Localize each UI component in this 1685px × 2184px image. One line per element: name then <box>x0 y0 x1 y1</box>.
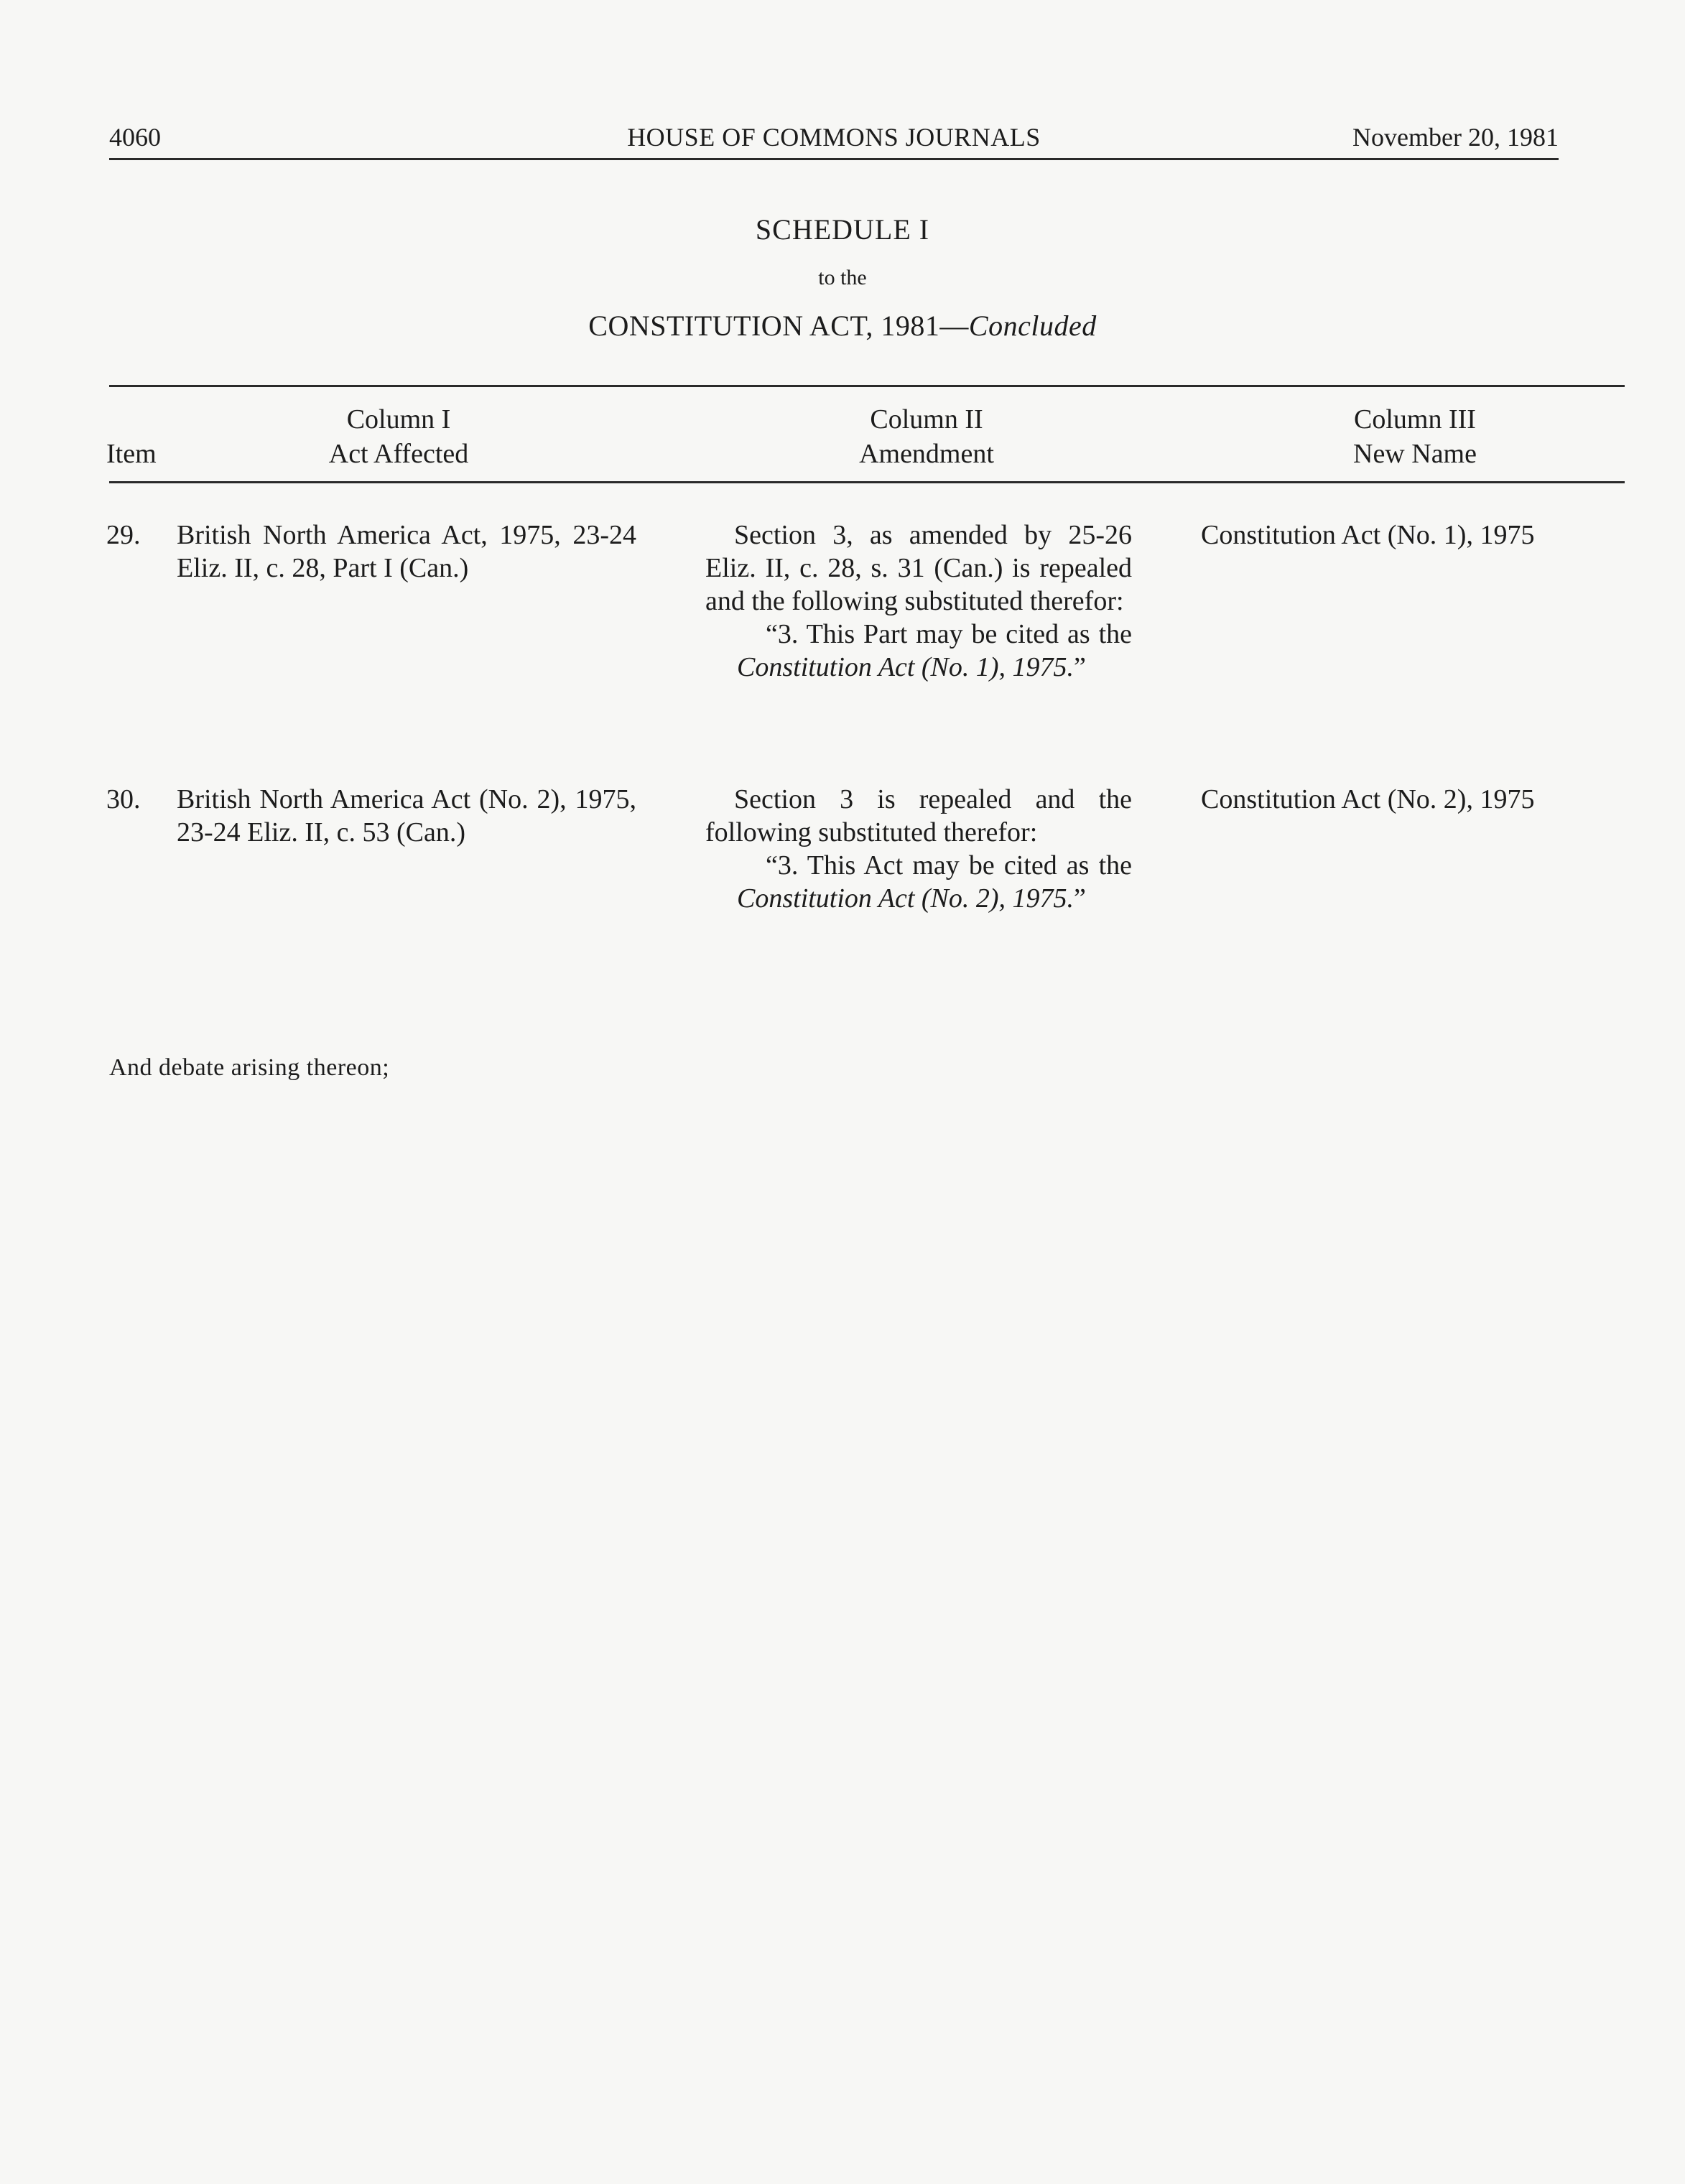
act-title-text: CONSTITUTION ACT, 1981— <box>588 310 969 342</box>
amendment-quote <box>737 618 1132 684</box>
header-column-2-label: Column II <box>870 404 983 435</box>
schedule-to-the: to the <box>818 266 867 289</box>
row-act-affected: British North America Act (No. 2), 1975, 23-24 Eliz. II, c. 53 (Can.) <box>177 784 636 847</box>
header-column-3-label: Column III <box>1354 404 1476 435</box>
row-item-number: 29. <box>106 520 141 550</box>
row-act-affected: British North America Act, 1975, 23-24 Eliz. II, c. 28, Part I (Can.) <box>177 520 636 583</box>
quote-italic: Constitution Act (No. 1), 1975. <box>737 652 1074 682</box>
running-header <box>109 121 1559 160</box>
quote-italic: Constitution Act (No. 2), 1975. <box>737 883 1074 914</box>
row-item-number: 30. <box>106 784 141 814</box>
page-number: 4060 <box>109 123 161 152</box>
header-column-3 <box>1271 402 1559 471</box>
quote-lead: “3. This Part may be cited as the <box>766 619 1132 649</box>
amendment-quote <box>737 849 1132 915</box>
row-new-name: Constitution Act (No. 1), 1975 <box>1201 520 1535 550</box>
amendment-text: Section 3, as amended by 25-26 Eliz. II, c. 28, s. 31 (Can.) is repealed and the following substituted therefor: <box>705 520 1132 616</box>
row-amendment <box>705 519 1132 684</box>
header-column-1-title: Act Affected <box>328 439 469 469</box>
header-column-2-title: Amendment <box>859 439 994 469</box>
journal-date: November 20, 1981 <box>1352 123 1559 152</box>
closing-text: And debate arising thereon; <box>109 1054 390 1081</box>
act-title-suffix: Concluded <box>968 310 1097 342</box>
schedule-act-title <box>0 309 1685 343</box>
row-amendment <box>705 783 1132 915</box>
quote-close: ” <box>1074 652 1086 682</box>
header-item: Item <box>106 439 157 469</box>
table-top-rule <box>109 385 1625 387</box>
row-new-name: Constitution Act (No. 2), 1975 <box>1201 784 1535 814</box>
amendment-text: Section 3 is repealed and the following substituted therefor: <box>705 784 1132 847</box>
header-column-1 <box>273 402 524 471</box>
table-header-rule <box>109 481 1625 483</box>
header-column-1-label: Column I <box>346 404 451 435</box>
quote-close: ” <box>1074 883 1086 914</box>
header-column-3-title: New Name <box>1353 439 1477 469</box>
schedule-title: SCHEDULE I <box>755 213 930 246</box>
quote-lead: “3. This Act may be cited as the <box>766 850 1132 880</box>
header-column-2 <box>776 402 1077 471</box>
journal-title: HOUSE OF COMMONS JOURNALS <box>627 123 1041 152</box>
